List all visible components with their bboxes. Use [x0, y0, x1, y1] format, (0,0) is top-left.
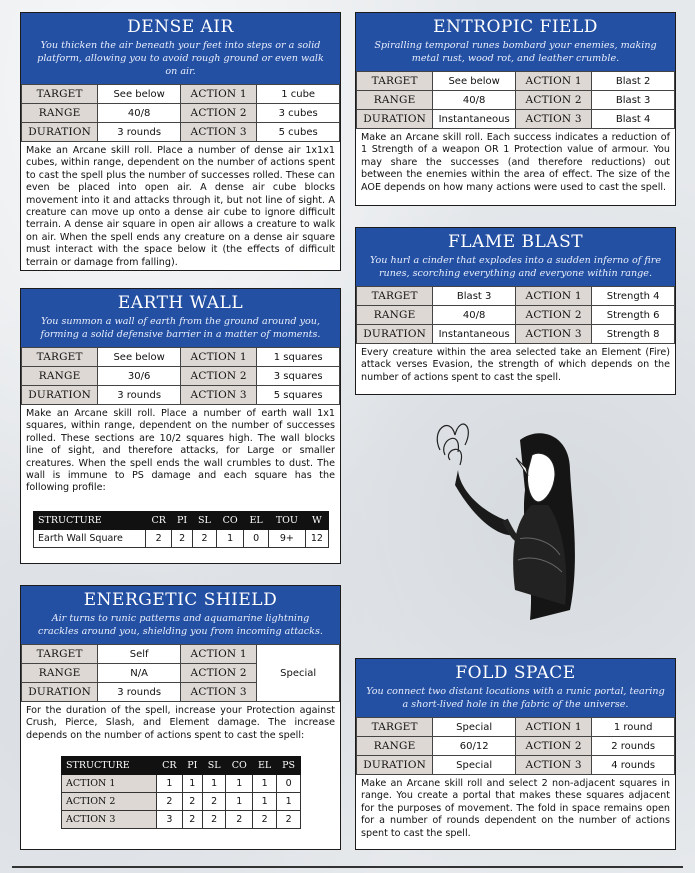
- stat-label: ACTION 1: [180, 85, 256, 104]
- footer-rule: [12, 866, 683, 868]
- profile-cell: 1: [182, 775, 202, 793]
- stat-label: ACTION 3: [515, 325, 591, 344]
- profile-row-label: ACTION 1: [62, 775, 157, 793]
- stat-value: 60/12: [433, 737, 516, 756]
- spell-description: Every creature within the area selected take an Element (Fire) attack verses Evasion, the strength of which depends on the number of actions spent to cast the spell.: [361, 347, 670, 383]
- stat-label: ACTION 2: [180, 664, 256, 683]
- profile-cell: 3: [157, 811, 183, 829]
- stat-value: 2 rounds: [592, 737, 675, 756]
- spell-flavor-text: You thicken the air beneath your feet into steps or a solid platform, allowing you to avoid rough ground or even walk on air.: [37, 40, 324, 77]
- profile-header: CO: [226, 757, 253, 775]
- stat-value: 3 rounds: [98, 123, 181, 142]
- profile-cell: 1: [253, 793, 277, 811]
- stat-value: Strength 6: [592, 306, 675, 325]
- stat-label: ACTION 1: [515, 72, 591, 91]
- stat-label: TARGET: [22, 645, 98, 664]
- spell-flavor-text: Spiralling temporal runes bombard your enemies, making metal rust, wood rot, and leather crumble.: [374, 40, 657, 64]
- spell-description: Make an Arcane skill roll and select 2 non-adjacent squares in range. You create a portal that makes these squares adjacent for the purposes of movement. The fold in space remains open for a number of rounds dependent on the number of actions spent to cast the spell.: [361, 778, 670, 839]
- spell-stats-table: [356, 286, 675, 344]
- spell-description: Make an Arcane skill roll. Each success indicates a reduction of 1 Strength of a weapon OR 1 Protection value of armour. You may share the successes (and therefore reductions) out between the enemies within the area of effect. The size of the AOE depends on how many actions were used to cast the spell.: [361, 132, 670, 193]
- stat-label: RANGE: [357, 737, 433, 756]
- profile-cell: 2: [226, 811, 253, 829]
- stat-label: ACTION 2: [515, 306, 591, 325]
- profile-header: EL: [244, 511, 269, 529]
- profile-cell: 1: [157, 775, 183, 793]
- elf-mage-illustration: [420, 410, 600, 640]
- stat-value: 5 squares: [257, 386, 340, 405]
- profile-header: TOU: [268, 511, 305, 529]
- spell-stats-table: [21, 347, 340, 405]
- stat-value: Blast 2: [592, 72, 675, 91]
- profile-header: PI: [172, 511, 193, 529]
- profile-header: CO: [217, 511, 244, 529]
- profile-cell: 1: [226, 775, 253, 793]
- spell-header: [21, 13, 340, 84]
- profile-cell: 1: [277, 793, 301, 811]
- stat-value: 4 rounds: [592, 756, 675, 775]
- stat-value: Self: [98, 645, 181, 664]
- spell-title: ENTROPIC FIELD: [433, 17, 598, 37]
- stat-value: 3 rounds: [98, 386, 181, 405]
- profile-cell: 2: [157, 793, 183, 811]
- stat-value: 3 cubes: [257, 104, 340, 123]
- stat-label: TARGET: [357, 287, 433, 306]
- stat-value: N/A: [98, 664, 181, 683]
- profile-cell: 1: [202, 775, 226, 793]
- spell-title: DENSE AIR: [127, 17, 234, 37]
- stat-label: DURATION: [357, 325, 433, 344]
- profile-cell: 2: [172, 529, 193, 547]
- stat-label: ACTION 2: [180, 367, 256, 386]
- stat-label: ACTION 1: [515, 287, 591, 306]
- stat-label: TARGET: [22, 348, 98, 367]
- structure-profile-table: [33, 511, 329, 548]
- stat-label: ACTION 2: [180, 104, 256, 123]
- spell-header: [356, 659, 675, 717]
- profile-cell: 1: [217, 529, 244, 547]
- stat-value: Blast 4: [592, 110, 675, 129]
- stat-value: See below: [433, 72, 516, 91]
- spell-description: For the duration of the spell, increase your Protection against Crush, Pierce, Slash, and Element damage. The increase depends on the number of actions spent to cast the spell:: [26, 705, 335, 741]
- stat-label: ACTION 3: [515, 110, 591, 129]
- spell-stats-table: [356, 717, 675, 775]
- profile-cell: 2: [202, 811, 226, 829]
- spell-flavor-text: Air turns to runic patterns and aquamarine lightning crackles around you, shielding you from incoming attacks.: [38, 613, 323, 637]
- stat-value: 3 rounds: [98, 683, 181, 702]
- profile-cell: 2: [192, 529, 216, 547]
- stat-label: DURATION: [357, 110, 433, 129]
- profile-header: PS: [277, 757, 301, 775]
- spell-flavor-text: You connect two distant locations with a runic portal, tearing a short-lived hole in the fabric of the universe.: [366, 686, 665, 710]
- spell-stats-table: [356, 71, 675, 129]
- spell-card-earth-wall: [20, 288, 341, 564]
- profile-cell: 1: [253, 775, 277, 793]
- stat-label: ACTION 3: [180, 123, 256, 142]
- protection-profile-table: [61, 756, 301, 829]
- stat-label: DURATION: [22, 123, 98, 142]
- profile-cell: 2: [253, 811, 277, 829]
- profile-header: SL: [202, 757, 226, 775]
- spell-flavor-text: You hurl a cinder that explodes into a sudden inferno of fire runes, scorching everything and everyone within range.: [369, 255, 662, 279]
- stat-value: Instantaneous: [433, 110, 516, 129]
- profile-cell: 2: [146, 529, 172, 547]
- profile-cell: 0: [277, 775, 301, 793]
- spell-stats-table: [21, 84, 340, 142]
- spell-card-entropic-field: [355, 12, 676, 206]
- stat-value: Strength 8: [592, 325, 675, 344]
- spell-card-fold-space: [355, 658, 676, 850]
- profile-header: W: [305, 511, 328, 529]
- stat-value: 1 cube: [257, 85, 340, 104]
- stat-value: Instantaneous: [433, 325, 516, 344]
- stat-label: RANGE: [22, 104, 98, 123]
- stat-label: RANGE: [357, 91, 433, 110]
- stat-label: ACTION 1: [180, 348, 256, 367]
- spell-header: [356, 228, 675, 286]
- stat-label: ACTION 3: [515, 756, 591, 775]
- stat-value: 40/8: [433, 306, 516, 325]
- spell-description: Make an Arcane skill roll. Place a number of earth wall 1x1 squares, within range, dependent on the number of successes rolled. These sections are 10/2 squares high. The wall blocks line of sight, and therefore attacks, for Large or smaller creatures. When the spell ends the wall crumbles to dust. The wall is immune to PS damage and each square has the following profile:: [26, 408, 335, 494]
- profile-row-label: ACTION 2: [62, 793, 157, 811]
- profile-header: SL: [192, 511, 216, 529]
- spell-header: [21, 586, 340, 644]
- spell-description: Make an Arcane skill roll. Place a number of dense air 1x1x1 cubes, within range, dependent on the number of actions spent to cast the spell plus the number of successes rolled. These can even be placed into open air. A dense air cube blocks movement into it and attacks through it, but not line of sight. A creature can move up onto a dense air cube to ignore difficult terrain. A dense air square in open air allows a creature to walk on air. When the spell ends any creature on a dense air square must interact with the space below it (the effects of difficult terrain or damage from falling).: [26, 145, 335, 268]
- stat-label: TARGET: [357, 72, 433, 91]
- stat-label: ACTION 1: [515, 718, 591, 737]
- stat-value: Blast 3: [433, 287, 516, 306]
- spell-header: [21, 289, 340, 347]
- spell-stats-table: [21, 644, 340, 702]
- spell-card-dense-air: [20, 12, 341, 271]
- stat-value: Blast 3: [592, 91, 675, 110]
- stat-value: Special: [433, 756, 516, 775]
- stat-label: ACTION 1: [180, 645, 256, 664]
- profile-cell: 2: [202, 793, 226, 811]
- profile-header: STRUCTURE: [62, 757, 157, 775]
- stat-label: ACTION 2: [515, 91, 591, 110]
- spell-title: ENERGETIC SHIELD: [83, 590, 278, 610]
- stat-value-special: Special: [257, 645, 340, 702]
- stat-label: TARGET: [357, 718, 433, 737]
- stat-label: RANGE: [22, 367, 98, 386]
- stat-label: DURATION: [22, 683, 98, 702]
- stat-value: Strength 4: [592, 287, 675, 306]
- profile-header: CR: [157, 757, 183, 775]
- stat-label: ACTION 3: [180, 386, 256, 405]
- profile-cell: Earth Wall Square: [34, 529, 146, 547]
- stat-value: Special: [433, 718, 516, 737]
- stat-value: 30/6: [98, 367, 181, 386]
- stat-value: 3 squares: [257, 367, 340, 386]
- spell-header: [356, 13, 675, 71]
- stat-value: See below: [98, 348, 181, 367]
- profile-header: STRUCTURE: [34, 511, 146, 529]
- stat-label: RANGE: [22, 664, 98, 683]
- stat-value: 1 squares: [257, 348, 340, 367]
- stat-value: 40/8: [433, 91, 516, 110]
- spell-title: FOLD SPACE: [455, 663, 576, 683]
- profile-header: PI: [182, 757, 202, 775]
- profile-cell: 12: [305, 529, 328, 547]
- profile-cell: 1: [226, 793, 253, 811]
- profile-cell: 2: [182, 811, 202, 829]
- stat-label: ACTION 2: [515, 737, 591, 756]
- spell-flavor-text: You summon a wall of earth from the ground around you, forming a solid defensive barrier in a matter of moments.: [40, 316, 321, 340]
- stat-value: 1 round: [592, 718, 675, 737]
- stat-label: DURATION: [22, 386, 98, 405]
- spell-title: EARTH WALL: [117, 293, 244, 313]
- stat-value: See below: [98, 85, 181, 104]
- stat-value: 40/8: [98, 104, 181, 123]
- stat-label: DURATION: [357, 756, 433, 775]
- profile-cell: 0: [244, 529, 269, 547]
- stat-label: TARGET: [22, 85, 98, 104]
- profile-header: CR: [146, 511, 172, 529]
- profile-header: EL: [253, 757, 277, 775]
- stat-label: ACTION 3: [180, 683, 256, 702]
- profile-cell: 2: [182, 793, 202, 811]
- profile-cell: 9+: [268, 529, 305, 547]
- profile-row-label: ACTION 3: [62, 811, 157, 829]
- stat-value: 5 cubes: [257, 123, 340, 142]
- spell-card-energetic-shield: [20, 585, 341, 850]
- profile-cell: 2: [277, 811, 301, 829]
- stat-label: RANGE: [357, 306, 433, 325]
- spell-title: FLAME BLAST: [447, 232, 584, 252]
- spell-card-flame-blast: [355, 227, 676, 395]
